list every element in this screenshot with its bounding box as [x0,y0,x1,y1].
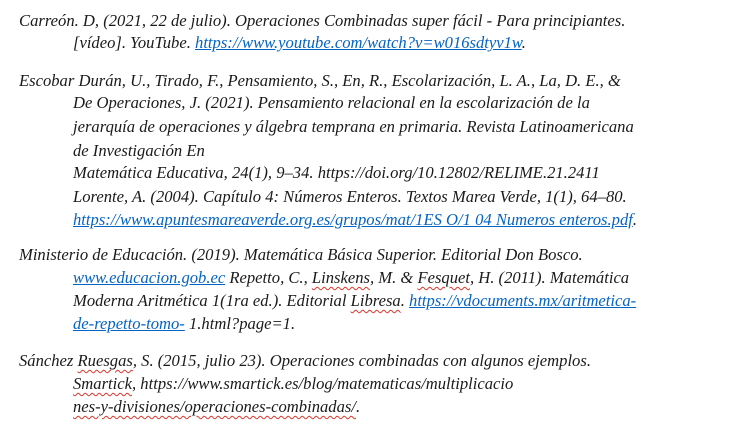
reference-text: . [400,291,410,310]
spellcheck-flagged-word: Smartick [73,374,132,393]
reference-text: Lorente, A. (2004). Capítulo 4: Números Enteros. Textos Marea Verde, 1(1), 64–80. [73,187,627,206]
reference-text: , M. & [369,268,418,287]
reference-text: de Investigación En [73,141,205,160]
reference-text: Carreón. D, (2021, 22 de julio). Operaciones Combinadas super fácil - Para principiantes. [19,11,626,30]
reference-line [73,162,600,184]
reference-text: Moderna Aritmética 1(1ra ed.). Editorial [73,291,351,310]
reference-line [73,373,513,395]
spellcheck-flagged-word: Ruesgas [77,351,133,370]
spellcheck-flagged-word: Libresa [350,291,401,310]
reference-text: Escobar Durán, U., Tirado, F., Pensamiento, S., En, R., Escolarización, L. A., La, D. E., & [19,71,621,90]
reference-text: 1.html?page=1. [184,314,296,333]
reference-line [19,10,625,32]
reference-text: Ministerio de Educación. (2019). Matemática Básica Superior. Editorial Don Bosco. [19,245,583,264]
reference-text: , https://www.smartick.es/blog/matematicas/multiplicacio [132,374,514,393]
reference-text: . [355,397,361,416]
reference-line [73,396,360,418]
spellcheck-flagged-word: Fesquet [417,268,470,287]
reference-text: jerarquía de operaciones y álgebra temprana en primaria. Revista Latinoamericana [73,117,634,136]
reference-text: Matemática Educativa, 24(1), 9–34. https://doi.org/10.12802/RELIME.21.2411 [73,163,600,182]
reference-line [73,290,636,312]
spellcheck-flagged-word: Linskens [311,268,370,287]
reference-link[interactable]: https://www.apuntesmareaverde.org.es/grupos/mat/1ES O/1 04 Numeros enteros.pdf [73,210,633,229]
spellcheck-flagged-word: nes-y-divisiones/operaciones-combinadas/ [73,397,356,416]
reference-link[interactable]: de-repetto-tomo- [73,314,185,333]
reference-text: , S. (2015, julio 23). Operaciones combinadas con algunos ejemplos. [132,351,591,370]
reference-line [73,32,526,54]
reference-text: [vídeo]. YouTube. [73,33,196,52]
reference-line [73,186,627,208]
reference-text: Sánchez [19,351,78,370]
reference-link[interactable]: www.educacion.gob.ec [73,268,226,287]
reference-text: , H. (2011). Matemática [469,268,630,287]
reference-line [73,313,295,335]
reference-link[interactable]: https://vdocuments.mx/aritmetica- [409,291,637,310]
reference-text: De Operaciones, J. (2021). Pensamiento relacional en la escolarización de la [73,93,590,112]
reference-text: . [521,33,526,52]
reference-text: Repetto, C., [225,268,312,287]
reference-line [73,116,634,138]
reference-text: . [632,210,638,229]
reference-link[interactable]: https://www.youtube.com/watch?v=w016sdtyv1w [195,33,522,52]
reference-line [73,140,205,162]
reference-line [19,350,591,372]
reference-line [73,92,590,114]
reference-line [73,267,629,289]
reference-line [19,70,621,92]
reference-line [19,244,583,266]
reference-line [73,209,637,231]
